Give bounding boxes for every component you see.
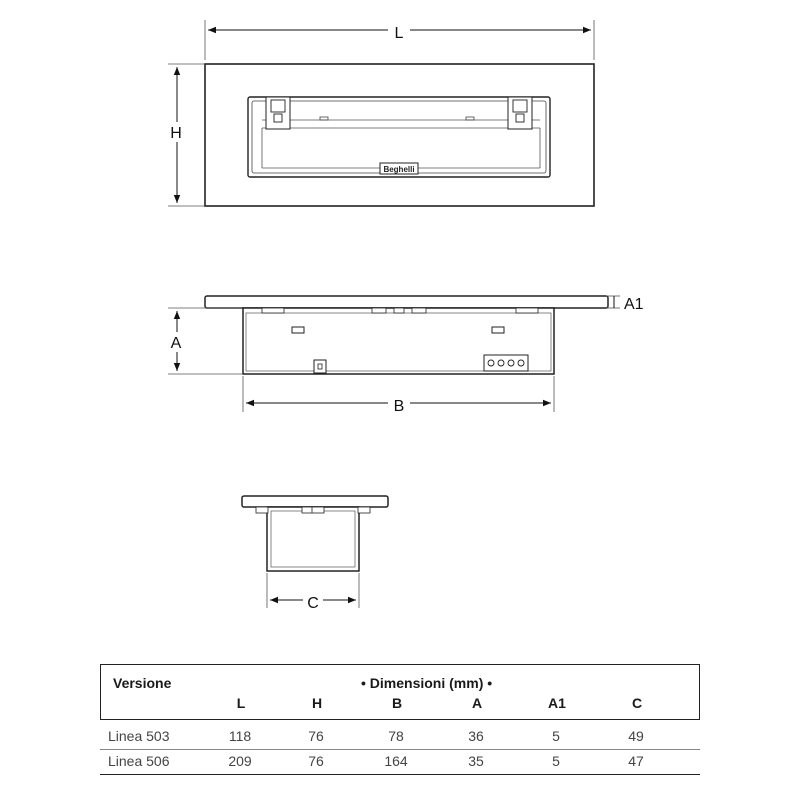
end-view (242, 496, 388, 612)
dimensions-title: • Dimensioni (mm) • (361, 675, 493, 691)
cell-c: 47 (628, 753, 644, 769)
label-a: A (170, 335, 182, 352)
table-header (100, 664, 700, 720)
label-b: B (393, 398, 405, 415)
col-header-l: L (236, 695, 246, 711)
cell-a1: 5 (552, 753, 560, 769)
cell-b: 164 (384, 753, 408, 769)
cell-a: 36 (468, 728, 484, 744)
cell-l: 209 (228, 753, 252, 769)
front-view (168, 20, 594, 206)
col-header-a1: A1 (548, 695, 566, 711)
left-clip (266, 97, 290, 129)
beghelli-logo (380, 163, 418, 174)
label-a1: A1 (624, 296, 644, 313)
side-view (168, 296, 644, 415)
table-bottom-line (100, 774, 700, 775)
dimensions-table (100, 664, 700, 776)
cell-b: 78 (388, 728, 404, 744)
cell-h: 76 (308, 753, 324, 769)
col-header-a: A (471, 695, 483, 711)
svg-text:Beghelli: Beghelli (383, 165, 415, 174)
right-clip (508, 97, 532, 129)
col-header-b: B (391, 695, 403, 711)
cell-a: 35 (468, 753, 484, 769)
cell-l: 118 (228, 728, 252, 744)
row-name: Linea 506 (108, 753, 170, 769)
label-h: H (170, 125, 182, 142)
cell-h: 76 (308, 728, 324, 744)
col-header-h: H (311, 695, 323, 711)
row-name: Linea 503 (108, 728, 170, 744)
label-l: L (394, 25, 404, 42)
cell-c: 49 (628, 728, 644, 744)
label-c: C (307, 595, 319, 612)
connector-block (484, 355, 528, 371)
cell-a1: 5 (552, 728, 560, 744)
col-header-c: C (631, 695, 643, 711)
row-divider (100, 749, 700, 750)
versione-header: Versione (113, 675, 172, 691)
